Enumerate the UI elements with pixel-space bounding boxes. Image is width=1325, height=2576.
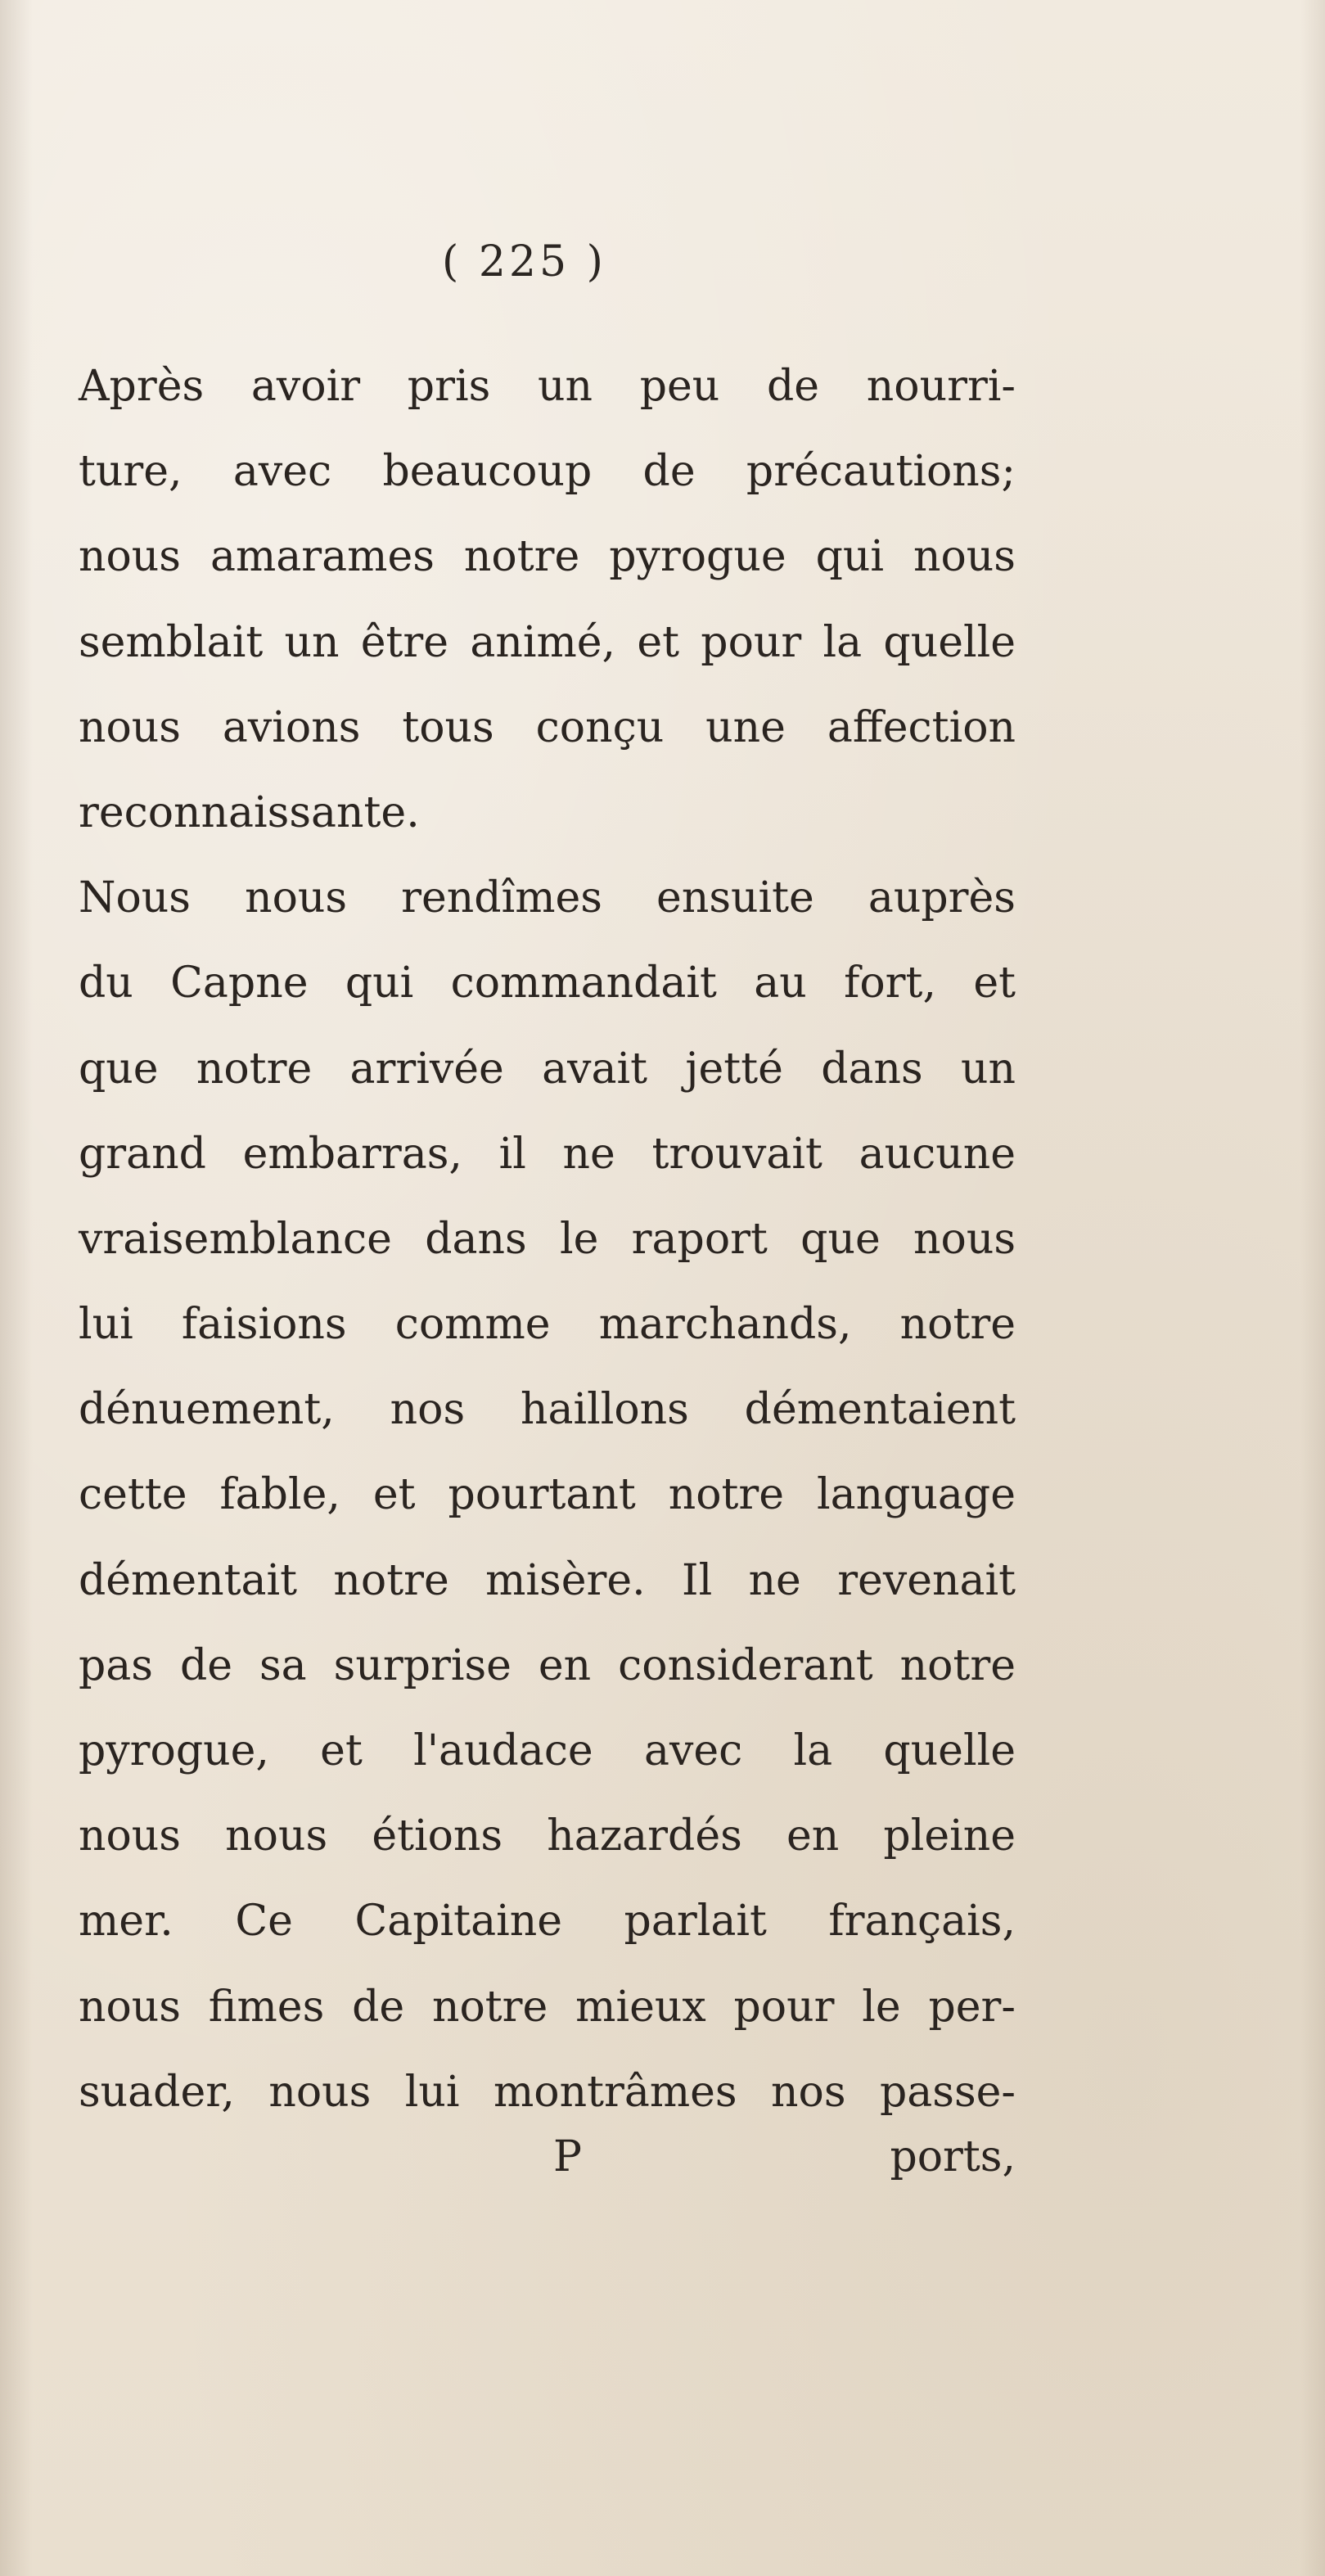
text-line: mer. Ce Capitaine parlait français, — [79, 1897, 1016, 1947]
text-line: nous avions tous conçu une affection — [79, 702, 1016, 752]
text-line: pyrogue, et l'audace avec la quelle — [79, 1726, 1016, 1775]
text-line: pas de sa surprise en considerant notre — [79, 1640, 1016, 1690]
text-line: nous amarames notre pyrogue qui nous — [79, 532, 1016, 582]
text-line: suader, nous lui montrâmes nos passe- — [79, 2067, 1016, 2117]
text-line: nous fimes de notre mieux pour le per- — [79, 1982, 1016, 2032]
body-text — [79, 344, 1016, 2135]
page-footer — [79, 2116, 1016, 2198]
text-line: vraisemblance dans le raport que nous — [79, 1214, 1016, 1264]
text-line: dénuement, nos haillons démentaient — [79, 1385, 1016, 1435]
text-line: Après avoir pris un peu de nourri- — [79, 362, 1016, 411]
text-line: du Capne qui commandait au fort, et — [79, 959, 1016, 1008]
text-line: démentait notre misère. Il ne revenait — [79, 1555, 1016, 1605]
text-line: ture, avec beaucoup de précautions; — [79, 447, 1016, 497]
page-number: ( 225 ) — [442, 237, 606, 286]
signature-mark: P — [553, 2132, 582, 2181]
text-line: semblait un être animé, et pour la quelle — [79, 617, 1016, 667]
text-line: cette fable, et pourtant notre language — [79, 1470, 1016, 1520]
text-line: grand embarras, il ne trouvait aucune — [79, 1129, 1016, 1179]
text-line: nous nous étions hazardés en pleine — [79, 1811, 1016, 1861]
text-line: reconnaissante. — [79, 787, 420, 837]
text-line: Nous nous rendîmes ensuite auprès — [79, 873, 1016, 923]
text-line: que notre arrivée avait jetté dans un — [79, 1044, 1016, 1094]
catchword: ports, — [890, 2132, 1016, 2181]
text-line: lui faisions comme marchands, notre — [79, 1300, 1016, 1350]
